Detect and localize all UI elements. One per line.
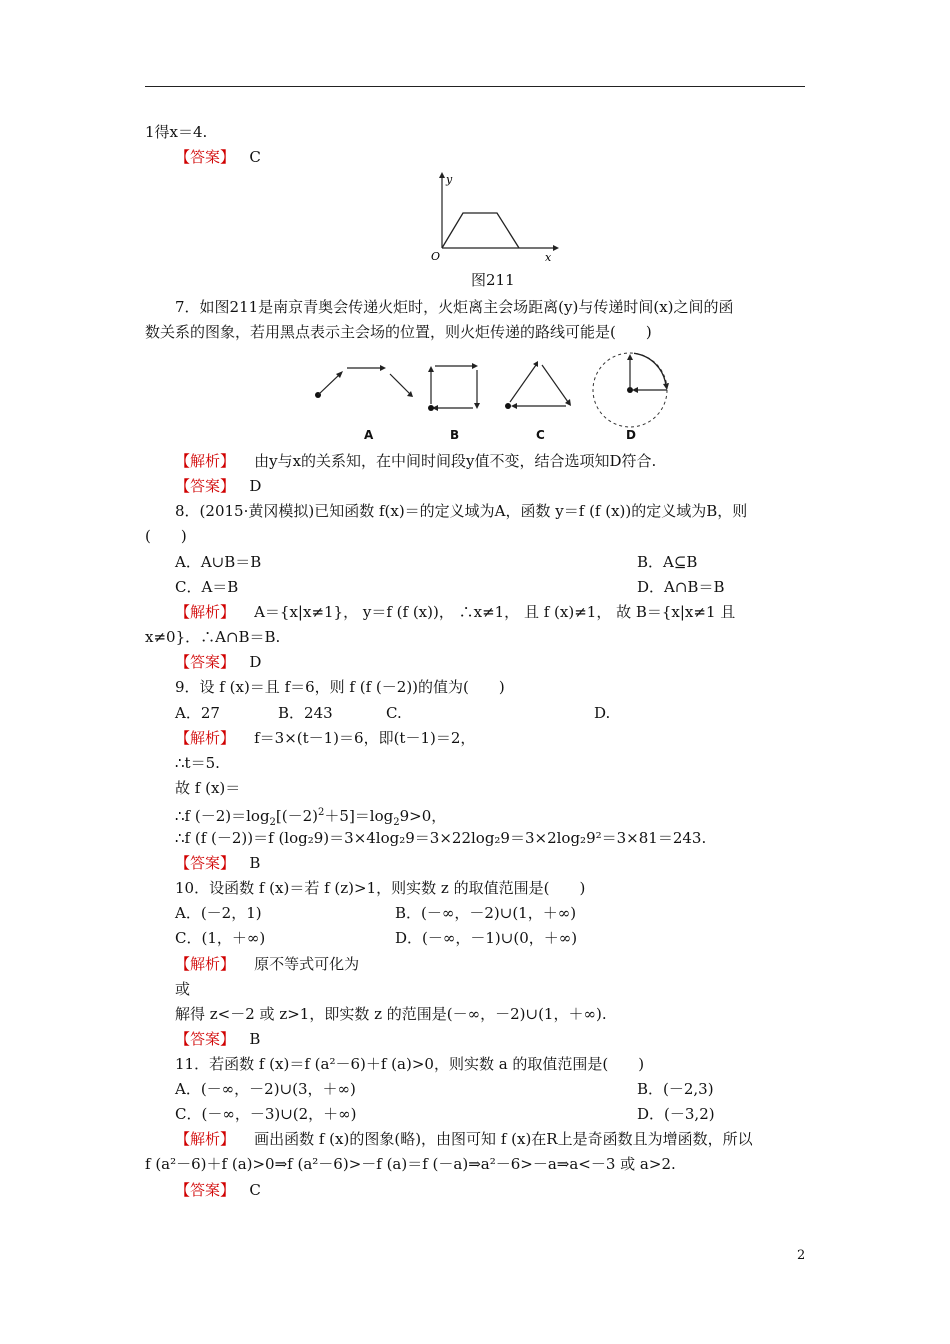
q9-answer-row <box>175 853 260 873</box>
q11-analysis-row <box>175 1129 753 1149</box>
analysis-tag: 【解析】 <box>175 1130 236 1148</box>
q7-option-b-figure <box>425 362 483 412</box>
q10-or-line: 或 <box>175 980 191 998</box>
q9-option-c: C. <box>386 704 402 722</box>
q11-option-a: A．(－∞，－2)∪(3，＋∞) <box>175 1080 356 1098</box>
y-axis-arrow <box>439 172 445 178</box>
q7-analysis-row <box>175 451 656 471</box>
analysis-text: f＝3×(t－1)＝6，即(t－1)＝2， <box>254 729 476 747</box>
answer-tag: 【答案】 <box>175 1030 236 1048</box>
q8-analysis-row <box>175 602 735 622</box>
q9-option-a: A．27 <box>175 704 220 722</box>
q8-option-d: D．A∩B＝B <box>637 578 725 596</box>
q11-stem: 11．若函数 f (x)＝f (a²－6)＋f (a)>0，则实数 a 的取值范围是( ) <box>175 1055 645 1073</box>
q10-option-b: B．(－∞，－2)∪(1，＋∞) <box>395 904 577 922</box>
q7-option-c-figure <box>500 357 578 412</box>
answer-value: B <box>249 854 261 872</box>
q9-t-value: ∴t＝5. <box>175 754 220 772</box>
q10-analysis-row <box>175 954 359 974</box>
q10-option-a: A．(－2，1) <box>175 904 262 922</box>
q8-option-c: C．A＝B <box>175 578 239 596</box>
q8-answer-row <box>175 652 261 672</box>
q11-option-b: B．(－2,3) <box>637 1080 714 1098</box>
q7-answer-row <box>175 476 261 496</box>
prev-solution-line: 1得x＝4. <box>145 123 208 141</box>
prev-answer-row <box>175 147 261 167</box>
q8-option-b: B．A⊆B <box>637 553 698 571</box>
header-rule <box>145 86 805 87</box>
analysis-tag: 【解析】 <box>175 729 236 747</box>
q9-final-computation: ∴f (f (－2))＝f (log₂9)＝3×4log₂9＝3×22log₂9＝3×2log₂9²＝3×81＝243. <box>175 829 707 847</box>
q7-option-a-figure <box>310 360 418 410</box>
x-axis-arrow <box>553 245 559 251</box>
q11-option-d: D．(－3,2) <box>637 1105 715 1123</box>
answer-value: C <box>249 148 261 166</box>
q9-analysis-row <box>175 728 475 748</box>
q11-answer-row <box>175 1180 261 1200</box>
analysis-text: 由y与x的关系知，在中间时间段y值不变，结合选项知D符合. <box>254 452 657 470</box>
q7-option-label-a: A <box>364 428 374 442</box>
q8-analysis-line2: x≠0}．∴A∩B＝B. <box>145 628 281 646</box>
answer-tag: 【答案】 <box>175 854 236 872</box>
q11-option-c: C．(－∞，－3)∪(2，＋∞) <box>175 1105 357 1123</box>
q8-stem-line2: ( ) <box>145 527 187 545</box>
q10-option-d: D．(－∞，－1)∪(0，＋∞) <box>395 929 578 947</box>
figure-211-graph <box>425 170 560 265</box>
x-axis-label: x <box>545 251 552 264</box>
q8-option-a: A．A∪B＝B <box>175 553 262 571</box>
q7-stem-line2: 数关系的图象，若用黑点表示主会场的位置，则火炬传递的路线可能是( ) <box>145 323 652 341</box>
q10-option-c: C．(1，＋∞) <box>175 929 266 947</box>
answer-tag: 【答案】 <box>175 1181 236 1199</box>
analysis-text: 画出函数 f (x)的图象(略)，由图可知 f (x)在R上是奇函数且为增函数，所以 <box>254 1130 753 1148</box>
analysis-text: 原不等式可化为 <box>254 955 360 973</box>
q9-stem: 9．设 f (x)＝且 f＝6，则 f (f (－2))的值为( ) <box>175 678 505 696</box>
distance-time-curve <box>442 213 519 248</box>
figure-caption: 图211 <box>471 271 515 289</box>
q7-option-d-figure <box>590 350 670 430</box>
q10-solution: 解得 z<－2 或 z>1，即实数 z 的范围是(－∞，－2)∪(1，＋∞). <box>175 1005 607 1023</box>
answer-tag: 【答案】 <box>175 477 236 495</box>
q10-answer-row <box>175 1029 260 1049</box>
q7-option-label-c: C <box>536 428 545 442</box>
answer-value: B <box>249 1030 261 1048</box>
analysis-text: A＝{x|x≠1}， y＝f (f (x))， ∴x≠1， 且 f (x)≠1， 故 B＝{x|x≠1 且 <box>254 603 736 621</box>
q10-stem: 10．设函数 f (x)＝若 f (z)>1，则实数 z 的取值范围是( ) <box>175 879 586 897</box>
q8-stem-line1: 8．(2015·黄冈模拟)已知函数 f(x)＝的定义域为A，函数 y＝f (f (x))的定义域为B，则 <box>175 502 748 520</box>
origin-label: O <box>431 250 441 263</box>
analysis-tag: 【解析】 <box>175 603 236 621</box>
q7-option-label-d: D <box>626 428 636 442</box>
q9-f-definition: 故 f (x)＝ <box>175 779 241 797</box>
answer-tag: 【答案】 <box>175 148 236 166</box>
q9-f-minus2: ∴f $(-2)=\log_2[(-2)^2+5]=\log_29>0$， <box>175 807 447 828</box>
analysis-tag: 【解析】 <box>175 452 236 470</box>
q9-option-d: D. <box>594 704 611 722</box>
q7-option-label-b: B <box>450 428 460 442</box>
answer-tag: 【答案】 <box>175 653 236 671</box>
y-axis-label: y <box>446 173 453 186</box>
analysis-tag: 【解析】 <box>175 955 236 973</box>
answer-value: D <box>249 653 262 671</box>
answer-value: C <box>249 1181 261 1199</box>
page-number: 2 <box>797 1248 806 1263</box>
q9-option-b: B．243 <box>278 704 333 722</box>
answer-value: D <box>249 477 262 495</box>
q7-stem-line1: 7．如图211是南京青奥会传递火炬时，火炬离主会场距离(y)与传递时间(x)之间的函 <box>175 298 734 316</box>
q11-analysis-line2: f (a²－6)＋f (a)>0⇒f (a²－6)>－f (a)＝f (－a)⇒a²－6>－a⇒a<－3 或 a>2. <box>145 1155 676 1173</box>
